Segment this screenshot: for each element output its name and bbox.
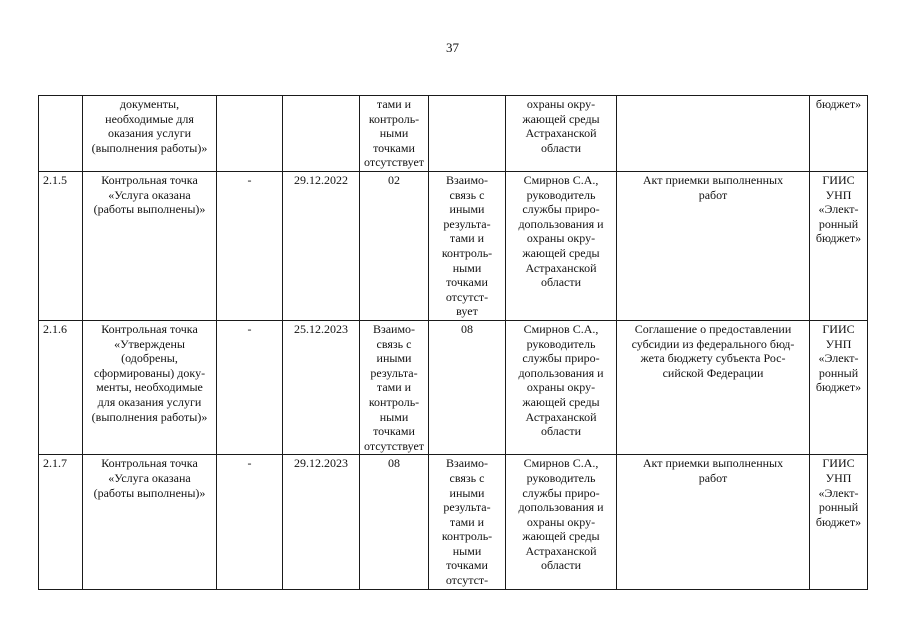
row-number: 2.1.5 <box>39 171 83 320</box>
information-system: бюджет» <box>810 96 868 172</box>
successors: Взаимо- связь с иными результа- тами и контроль- ными точками отсутст- <box>429 455 506 589</box>
control-point-name: документы, необходимые для оказания услуги (выполнения работы)» <box>83 96 217 172</box>
row-number: 2.1.6 <box>39 320 83 454</box>
information-system: ГИИС УНП «Элект- ронный бюджет» <box>810 455 868 589</box>
predecessors: тами и контроль- ными точками отсутствует <box>360 96 429 172</box>
result-document <box>617 96 810 172</box>
end-date: 25.12.2023 <box>283 320 360 454</box>
table-row <box>39 96 868 172</box>
start-date: - <box>217 320 283 454</box>
responsible-person: охраны окру- жающей среды Астраханской области <box>506 96 617 172</box>
responsible-person: Смирнов С.А., руководитель службы приро- допользования и охраны окру- жающей среды Астраханской области <box>506 171 617 320</box>
information-system: ГИИС УНП «Элект- ронный бюджет» <box>810 171 868 320</box>
end-date <box>283 96 360 172</box>
result-document: Акт приемки выполненных работ <box>617 171 810 320</box>
row-number <box>39 96 83 172</box>
table-row <box>39 320 868 454</box>
successors: 08 <box>429 320 506 454</box>
predecessors: 08 <box>360 455 429 589</box>
control-points-table <box>38 95 868 590</box>
responsible-person: Смирнов С.А., руководитель службы приро- допользования и охраны окру- жающей среды Астраханской области <box>506 455 617 589</box>
responsible-person: Смирнов С.А., руководитель службы приро- допользования и охраны окру- жающей среды Астраханской области <box>506 320 617 454</box>
table-row <box>39 455 868 589</box>
row-number: 2.1.7 <box>39 455 83 589</box>
start-date: - <box>217 171 283 320</box>
table-row <box>39 171 868 320</box>
end-date: 29.12.2023 <box>283 455 360 589</box>
predecessors: Взаимо- связь с иными результа- тами и контроль- ными точками отсутствует <box>360 320 429 454</box>
successors <box>429 96 506 172</box>
page-number: 37 <box>446 40 459 55</box>
successors: Взаимо- связь с иными результа- тами и контроль- ными точками отсутст- вует <box>429 171 506 320</box>
control-point-name: Контрольная точка «Утверждены (одобрены, сформированы) доку- менты, необходимые для оказания услуги (выполнения работы)» <box>83 320 217 454</box>
information-system: ГИИС УНП «Элект- ронный бюджет» <box>810 320 868 454</box>
predecessors: 02 <box>360 171 429 320</box>
start-date: - <box>217 455 283 589</box>
result-document: Соглашение о предоставлении субсидии из федерального бюд- жета бюджету субъекта Рос- сийской Федерации <box>617 320 810 454</box>
end-date: 29.12.2022 <box>283 171 360 320</box>
control-point-name: Контрольная точка «Услуга оказана (работы выполнены)» <box>83 171 217 320</box>
control-point-name: Контрольная точка «Услуга оказана (работы выполнены)» <box>83 455 217 589</box>
result-document: Акт приемки выполненных работ <box>617 455 810 589</box>
start-date <box>217 96 283 172</box>
